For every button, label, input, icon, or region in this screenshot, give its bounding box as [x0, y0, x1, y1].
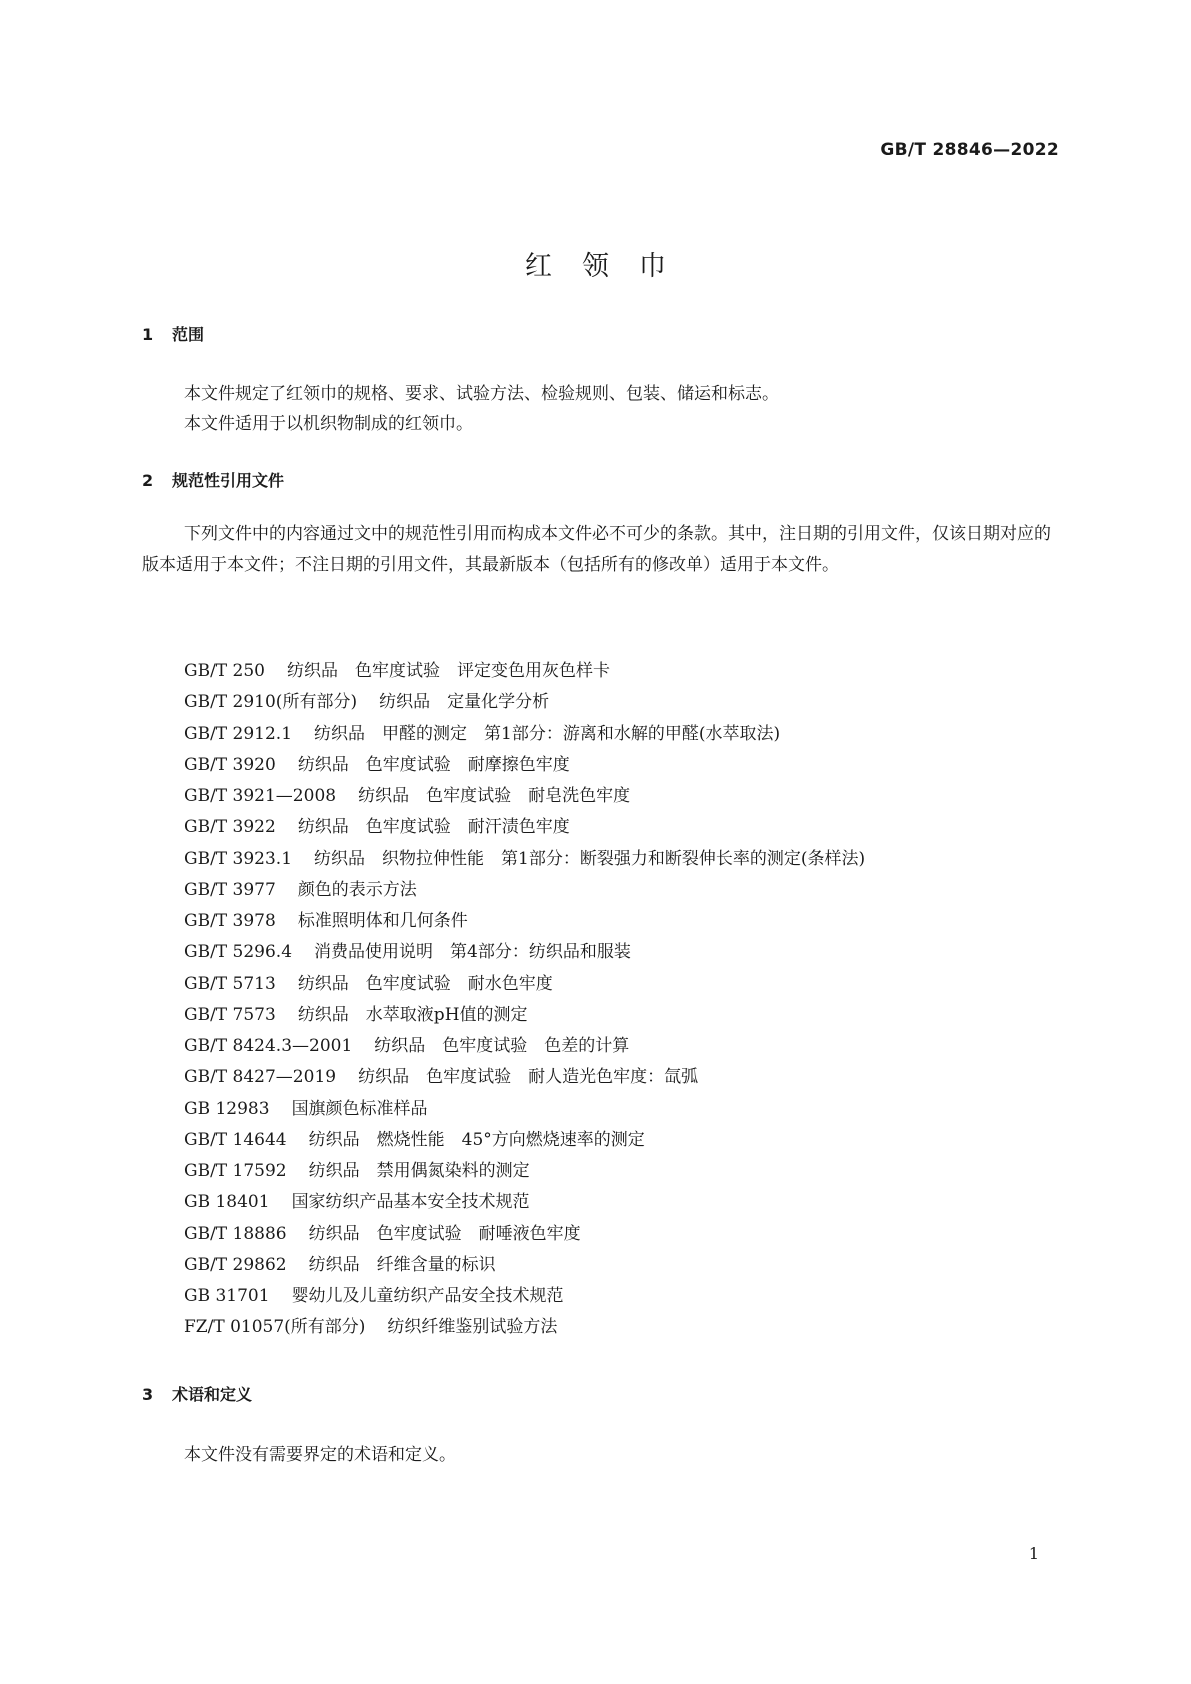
reference-title: 纺织品 色牢度试验 耐水色牢度	[297, 973, 553, 994]
reference-code: GB/T 5713	[184, 973, 276, 994]
reference-item	[184, 937, 865, 968]
page-number: 1	[1028, 1544, 1039, 1563]
reference-list	[184, 656, 865, 1344]
section-number: 1	[142, 325, 154, 344]
reference-title: 纺织品 色牢度试验 耐摩擦色牢度	[297, 754, 570, 775]
reference-code: GB/T 3923.1	[184, 848, 293, 869]
reference-title: 纺织品 定量化学分析	[379, 692, 550, 713]
reference-item	[184, 1312, 865, 1343]
reference-title: 纺织品 水萃取液pH值的测定	[297, 1004, 528, 1025]
reference-title: 标准照明体和几何条件	[297, 911, 468, 931]
reference-code: GB/T 2912.1	[184, 723, 293, 744]
reference-title: 消费品使用说明 第4部分：纺织品和服装	[314, 942, 631, 963]
section-number: 2	[142, 471, 154, 490]
reference-item	[184, 687, 865, 718]
reference-code: GB/T 8424.3—2001	[184, 1036, 353, 1056]
reference-title: 纺织品 色牢度试验 色差的计算	[374, 1036, 630, 1056]
reference-item	[184, 1031, 865, 1062]
document-title: 红领巾	[525, 251, 696, 282]
terms-paragraph: 本文件没有需要界定的术语和定义。	[184, 1445, 456, 1465]
reference-item	[184, 1125, 865, 1156]
reference-title: 纺织品 色牢度试验 耐唾液色牢度	[308, 1223, 581, 1244]
reference-item	[184, 844, 865, 875]
reference-code: GB/T 2910(所有部分)	[184, 692, 358, 713]
reference-item	[184, 1094, 865, 1125]
reference-item	[184, 969, 865, 1000]
section-title: 术语和定义	[172, 1385, 253, 1404]
reference-code: GB 18401	[184, 1192, 270, 1213]
reference-code: GB/T 3977	[184, 879, 276, 900]
reference-code: GB/T 8427—2019	[184, 1067, 337, 1088]
reference-code: GB/T 3978	[184, 911, 276, 931]
reference-item	[184, 1062, 865, 1093]
reference-title: 纺织品 禁用偶氮染料的测定	[308, 1161, 530, 1181]
reference-code: GB/T 17592	[184, 1161, 287, 1181]
reference-title: 纺织品 燃烧性能 45°方向燃烧速率的测定	[308, 1129, 645, 1150]
references-intro-paragraph: 下列文件中的内容通过文中的规范性引用而构成本文件必不可少的条款。其中，注日期的引用文件，仅该日期对应的版本适用于本文件；不注日期的引用文件，其最新版本（包括所有的修改单）适用于本文件。	[142, 524, 1051, 575]
reference-title: 纺织品 色牢度试验 耐人造光色牢度：氙弧	[358, 1067, 699, 1088]
reference-item	[184, 1156, 865, 1187]
reference-item	[184, 812, 865, 843]
reference-item	[184, 1250, 865, 1281]
reference-code: GB/T 3920	[184, 754, 276, 775]
reference-code: FZ/T 01057(所有部分)	[184, 1317, 366, 1338]
reference-item	[184, 719, 865, 750]
section-heading-normative-references	[142, 468, 284, 491]
scope-paragraph: 本文件适用于以机织物制成的红领巾。	[184, 414, 473, 434]
reference-code: GB/T 3922	[184, 817, 276, 838]
reference-item	[184, 656, 865, 687]
reference-code: GB 31701	[184, 1286, 270, 1306]
reference-item	[184, 1187, 865, 1218]
section-heading-terms-and-definitions	[142, 1382, 252, 1405]
reference-item	[184, 750, 865, 781]
reference-title: 纺织品 色牢度试验 耐皂洗色牢度	[358, 786, 631, 806]
reference-title: 纺织纤维鉴别试验方法	[387, 1317, 558, 1338]
reference-title: 纺织品 织物拉伸性能 第1部分：断裂强力和断裂伸长率的测定(条样法)	[314, 848, 866, 869]
reference-item	[184, 906, 865, 937]
reference-code: GB/T 3921—2008	[184, 786, 337, 806]
reference-title: 颜色的表示方法	[297, 879, 417, 900]
reference-item	[184, 781, 865, 812]
reference-code: GB/T 7573	[184, 1004, 276, 1025]
reference-title: 纺织品 色牢度试验 评定变色用灰色样卡	[287, 661, 610, 681]
reference-code: GB/T 5296.4	[184, 942, 293, 963]
reference-title: 纺织品 色牢度试验 耐汗渍色牢度	[297, 817, 570, 838]
reference-item	[184, 1000, 865, 1031]
reference-title: 国旗颜色标准样品	[291, 1098, 428, 1119]
reference-item	[184, 1281, 865, 1312]
reference-code: GB/T 29862	[184, 1254, 287, 1275]
reference-title: 婴幼儿及儿童纺织产品安全技术规范	[291, 1286, 564, 1306]
reference-code: GB/T 14644	[184, 1129, 287, 1150]
scope-paragraph: 本文件规定了红领巾的规格、要求、试验方法、检验规则、包装、储运和标志。	[184, 384, 779, 404]
reference-code: GB/T 18886	[184, 1223, 287, 1244]
section-title: 范围	[172, 325, 205, 344]
reference-title: 纺织品 纤维含量的标识	[308, 1254, 496, 1275]
section-number: 3	[142, 1385, 154, 1404]
reference-code: GB 12983	[184, 1098, 270, 1119]
reference-title: 国家纺织产品基本安全技术规范	[291, 1192, 530, 1213]
reference-title: 纺织品 甲醛的测定 第1部分：游离和水解的甲醛(水萃取法)	[314, 723, 781, 744]
reference-item	[184, 875, 865, 906]
standard-code: GB/T 28846—2022	[880, 140, 1059, 160]
section-title: 规范性引用文件	[172, 471, 285, 490]
reference-code: GB/T 250	[184, 661, 265, 681]
reference-item	[184, 1219, 865, 1250]
section-heading-scope	[142, 322, 204, 345]
